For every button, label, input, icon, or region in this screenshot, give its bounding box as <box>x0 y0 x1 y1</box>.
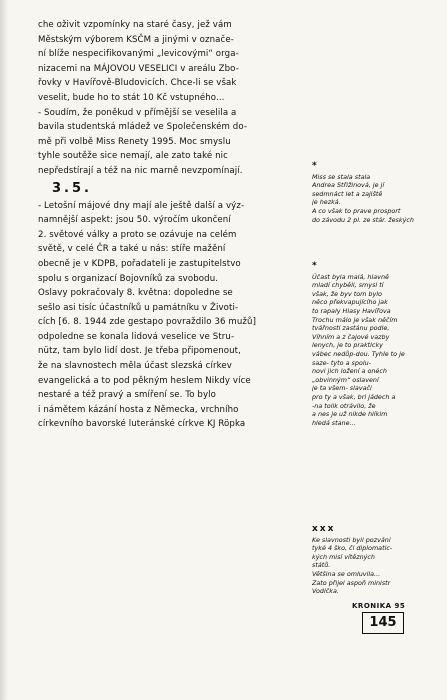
side-note-line: tyké 4 ško, či diplomatic- <box>312 544 393 553</box>
side-note-attendance <box>312 262 440 427</box>
text-line: Oslavy pokračovaly 8. května: dopoledne se <box>38 288 233 299</box>
side-note-line: však, že byv tom bylo <box>312 289 382 298</box>
text-line: sešlo asi tisíc účastníků u památníku v Životi- <box>38 302 239 313</box>
side-note-line: tvářnosti zastánu podle, <box>312 324 390 333</box>
text-line: církevního bavorské luteránské církve KJ Röpka <box>38 419 246 430</box>
page-binding-edge <box>0 0 8 700</box>
text-line: řovky v Havířově-Bludovicích. Chce-li se však <box>38 78 237 89</box>
section-heading: 3.5. <box>52 180 92 196</box>
side-note-line: Miss se stala stala <box>312 172 371 181</box>
text-line: nestaré a též pravý a smíření se. To bylo <box>38 390 216 401</box>
side-note-line: „obvinným“ oslavení <box>312 375 379 384</box>
side-note-miss <box>312 162 440 224</box>
side-note-line: Víhním a z čajové vazby <box>312 332 390 341</box>
side-note-line: a nes je už nikde hlíkim <box>312 410 388 419</box>
text-line: i námětem kázání hosta z Německa, vrchního <box>38 404 239 415</box>
side-note-line: států. <box>312 561 331 570</box>
side-note-line: A co však to prave prosport <box>312 206 401 215</box>
text-line: mě při volbě Miss Renety 1995. Moc smyslu <box>38 136 231 147</box>
side-note-line: Vodička. <box>312 587 339 596</box>
main-text-column <box>38 18 310 432</box>
chronicle-stamp: KRONIKA 95 <box>352 602 406 610</box>
side-note-line: sedmnáct let a zajiště <box>312 189 383 198</box>
text-line: nizacemi na MÁJOVOU VESELICI v areálu Zbo- <box>38 63 239 74</box>
side-note-line: Trochu málo je však něčím <box>312 315 398 324</box>
page-number: 145 <box>362 612 404 634</box>
side-note-line: hledá stane... <box>312 418 356 427</box>
text-line: ní blíže nespecifikovanými „levicovými“ orga- <box>38 49 239 60</box>
side-note-line: Většina se omluvila... <box>312 569 381 578</box>
text-line: Městským výborem KSČM a jinými v označe- <box>38 34 234 45</box>
text-line: obecně je v KDPB, pořadateli je zastupitelstvo <box>38 258 241 269</box>
text-line: že na slavnostech měla účast slezská církev <box>38 361 232 372</box>
text-line: - Letošní májové dny mají ale ještě další a výz- <box>38 200 245 211</box>
side-note-line: saze- tyto a spolu- <box>312 358 371 367</box>
asterisk-mark: * <box>312 261 319 271</box>
side-note-line: pro ty a však, bri jádech a <box>312 392 396 401</box>
text-line: tyhle soutěže sice nemají, ale zato také nic <box>38 151 228 162</box>
text-line: che oživit vzpomínky na staré časy, jež vám <box>38 20 232 30</box>
side-note-line: je hezká. <box>312 198 341 207</box>
triple-cross-mark: xxx <box>312 524 336 534</box>
side-note-line: Zato přijel aspoň ministr <box>312 578 391 587</box>
side-note-line: mladí chyběli, smysl tí <box>312 281 384 290</box>
text-line: cích [6. 8. 1944 zde gestapo povraždilo 36 mužů] <box>38 317 257 328</box>
text-line: namnější aspekt: jsou 50. výročím ukončení <box>38 215 231 226</box>
text-line: 2. světové války a proto se ozávuje na celém <box>38 229 237 240</box>
text-line: - Soudím, že poněkud v přímější se veselila a <box>38 107 237 118</box>
side-note-line: kých misí vítězných <box>312 552 375 561</box>
text-line: odpoledne se konala lidová veselice ve Stru- <box>38 331 235 342</box>
text-line: bavila studentská mládež ve Společenském do- <box>38 122 248 133</box>
asterisk-mark: * <box>312 161 319 171</box>
text-line: světě, v celé ČR a také u nás: stíře mažění <box>38 244 226 255</box>
text-line: nütz, tam bylo lidí dost. Je třeba připomenout, <box>38 346 241 357</box>
side-note-line: do závodu 2 pl. ze stár. žeských <box>312 215 414 224</box>
side-note-line: to rapaly Hlasy Havířova <box>312 306 391 315</box>
side-note-line: je ta všem- slavači <box>312 384 372 393</box>
text-line: evangelická a to pod pěkným heslem Nikdy více <box>38 375 251 386</box>
side-note-line: něco překvapujícího jak <box>312 298 388 307</box>
side-note-line: lenych, je to prakticky <box>312 341 383 350</box>
text-line: veselit, bude ho to stát 10 Kč vstupného... <box>38 92 225 103</box>
text-line: spolu s organizací Bojovníků za svobodu. <box>38 273 219 284</box>
side-note-line: vábec nedůp-dou. Tyhle to je <box>312 349 405 358</box>
side-note-line: Ke slavnosti byli pozváni <box>312 535 391 544</box>
side-note-guests <box>312 525 440 596</box>
text-line: nepředstírají a též na nic marně nevzpomínají. <box>38 165 243 176</box>
side-note-line: novi jich ložení a onéch <box>312 367 387 376</box>
side-note-line: -na tolik otrávilo, že <box>312 401 376 410</box>
side-note-line: Účast byla malá, hlavně <box>312 272 389 281</box>
side-note-line: Andrea Střižinová, je jí <box>312 181 385 190</box>
